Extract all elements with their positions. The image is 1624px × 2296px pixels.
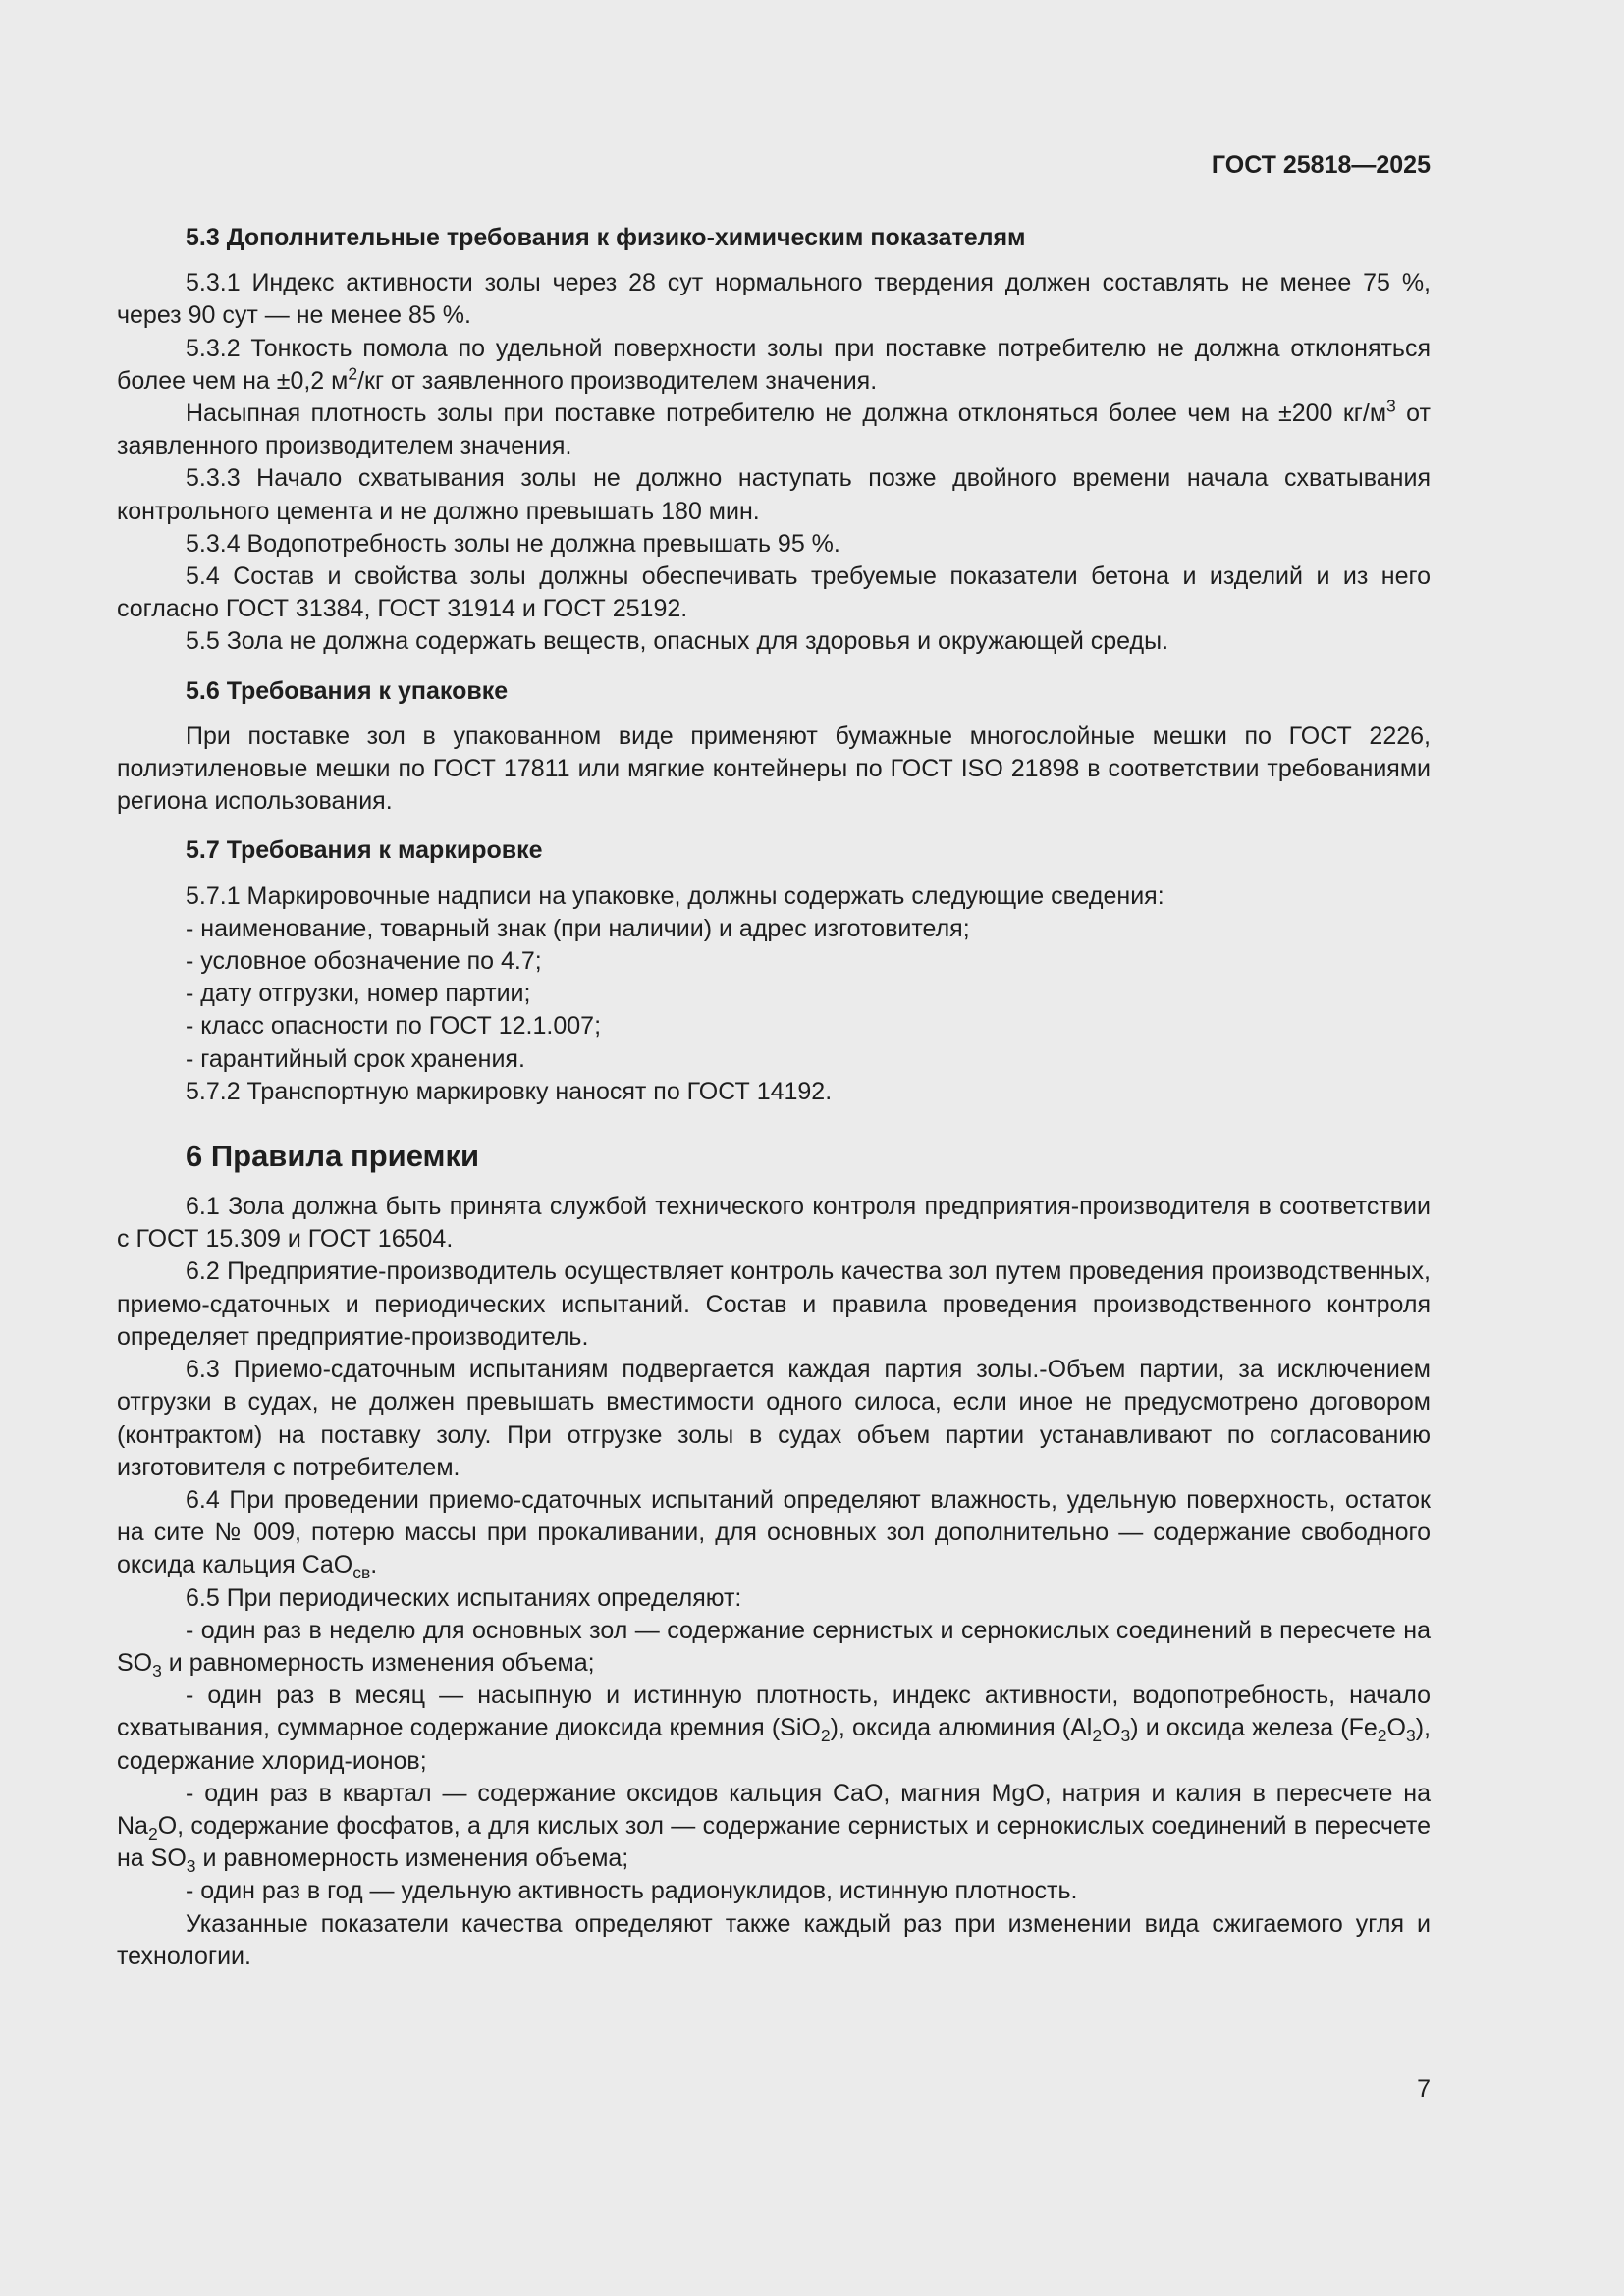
list-item: - дату отгрузки, номер партии;: [186, 980, 531, 1008]
list-item-monthly: - один раз в месяц — насыпную и истинную плотность, индекс активности, водопотребность, начало схватывания, суммарное содержание диоксида кремния (SiO$_2$), оксида алюминия $(Al_2O_3)$ и оксида железа $(Fe_2O_3)$, содержание хлорид-ионов;: [117, 1682, 1431, 1775]
list-item: - гарантийный срок хранения.: [186, 1044, 525, 1073]
list-item-quarterly: - один раз в квартал — содержание оксидов кальция CaO, магния MgO, натрия и калия в пересчете на $Na_2O$, содержание фосфатов, а для кислых зол — содержание сернистых и сернокислых соединений в пересчете на $SO_3$ и равномерность изменения объема;: [117, 1779, 1431, 1877]
section-5-3-title: 5.3 Дополнительные требования к физико-химическим показателям: [186, 224, 1026, 251]
document-number: ГОСТ 25818—2025: [1211, 151, 1431, 179]
paragraph-bulk-density: Насыпная плотность золы при поставке потребителю не должна отклоняться более чем на ±200 $кг/м^3$ от заявленного производителем значения.: [117, 396, 1431, 460]
paragraph-6-3: 6.3 Приемо-сдаточным испытаниям подвергается каждая партия золы.-Объем партии, за исключением отгрузки в судах, не должен превышать вместимости одного силоса, если иное не предусмотрено договором (контрактом) на поставку золу. При отгрузке золы в судах объем партии устанавливают по согласованию изготовителя с потребителем.: [117, 1356, 1431, 1481]
section-5-6-title: 5.6 Требования к упаковке: [186, 676, 509, 705]
paragraph-5-7-1: 5.7.1 Маркировочные надписи на упаковке, должны содержать следующие сведения:: [186, 881, 1164, 910]
paragraph-5-6: При поставке зол в упакованном виде применяют бумажные многослойные мешки по ГОСТ 2226, полиэтиленовые мешки по ГОСТ 17811 или мягкие контейнеры по ГОСТ ISO 21898 в соответствии требованиями региона использования.: [117, 721, 1431, 816]
paragraph-6-4: 6.4 При проведении приемо-сдаточных испытаний определяют влажность, удельную поверхность, остаток на сите № 009, потерю массы при прокаливании, для основных зол дополнительно — содержание свободного оксида кальция CaO$_{св}$.: [117, 1485, 1431, 1583]
list-item: - наименование, товарный знак (при наличии) и адрес изготовителя;: [186, 914, 970, 942]
paragraph-5-5: 5.5 Зола не должна содержать веществ, опасных для здоровья и окружающей среды.: [186, 627, 1169, 656]
paragraph-5-4: 5.4 Состав и свойства золы должны обеспечивать требуемые показатели бетона и изделий и из него согласно ГОСТ 31384, ГОСТ 31914 и ГОСТ 25192.: [117, 562, 1431, 623]
section-6-title: 6 Правила приемки: [186, 1139, 480, 1174]
paragraph-6-5: 6.5 При периодических испытаниях определяют:: [186, 1583, 742, 1612]
paragraph-6-2: 6.2 Предприятие-производитель осуществляет контроль качества зол путем проведения производственных, приемо-сдаточных и периодических испытаний. Состав и правила проведения производственного контроля определяет предприятие-производитель.: [117, 1257, 1431, 1351]
page-content: [117, 222, 1431, 1973]
paragraph-5-3-2: 5.3.2 Тонкость помола по удельной поверхности золы при поставке потребителю не должна отклоняться более чем на ±0,2 $м^2/кг$ от заявленного производителем значения.: [117, 334, 1431, 395]
section-5-7-title: 5.7 Требования к маркировке: [186, 836, 543, 865]
list-item: - условное обозначение по 4.7;: [186, 947, 542, 976]
paragraph-quality-indicators: Указанные показатели качества определяют также каждый раз при изменении вида сжигаемого угля и технологии.: [117, 1909, 1431, 1970]
page-number: 7: [1417, 2075, 1431, 2103]
paragraph-5-3-1: 5.3.1 Индекс активности золы через 28 сут нормального твердения должен составлять не менее 75 %, через 90 сут — не менее 85 %.: [117, 269, 1431, 330]
list-item-yearly: - один раз в год — удельную активность радионуклидов, истинную плотность.: [186, 1877, 1078, 1905]
paragraph-6-1: 6.1 Зола должна быть принята службой технического контроля предприятия-производителя в соответствии с ГОСТ 15.309 и ГОСТ 16504.: [117, 1193, 1431, 1254]
paragraph-5-7-2: 5.7.2 Транспортную маркировку наносят по ГОСТ 14192.: [186, 1077, 833, 1105]
list-item: - класс опасности по ГОСТ 12.1.007;: [186, 1012, 602, 1041]
list-item-weekly: - один раз в неделю для основных зол — содержание сернистых и сернокислых соединений в пересчете на $SO_3$ и равномерность изменения объема;: [117, 1616, 1431, 1681]
paragraph-5-3-3: 5.3.3 Начало схватывания золы не должно наступать позже двойного времени начала схватывания контрольного цемента и не должно превышать 180 мин.: [117, 464, 1431, 525]
paragraph-5-3-4: 5.3.4 Водопотребность золы не должна превышать 95 %.: [186, 529, 840, 558]
